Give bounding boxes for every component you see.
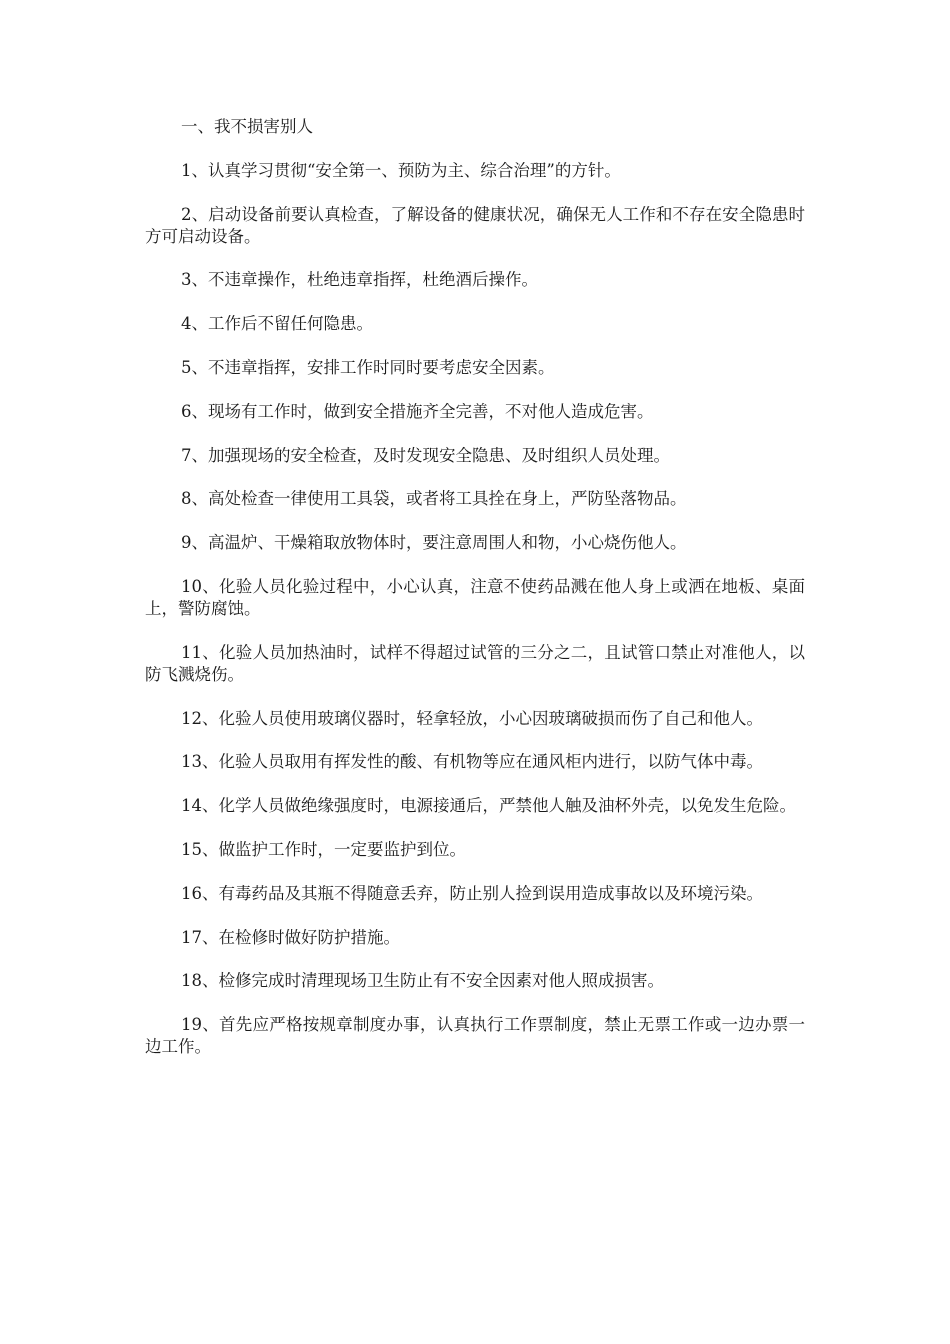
- list-item: 13、化验人员取用有挥发性的酸、有机物等应在通风柜内进行，以防气体中毒。: [181, 752, 763, 772]
- list-item: 3、不违章操作，杜绝违章指挥，杜绝酒后操作。: [181, 270, 538, 290]
- list-item: 8、高处检查一律使用工具袋，或者将工具拴在身上，严防坠落物品。: [181, 489, 687, 509]
- list-item: 10、化验人员化验过程中，小心认真，注意不使药品溅在他人身上或洒在地板、桌面上，警防腐蚀。: [145, 576, 805, 618]
- list-item: 14、化学人员做绝缘强度时，电源接通后，严禁他人触及油杯外壳，以免发生危险。: [181, 796, 796, 816]
- list-item: 11、化验人员加热油时，试样不得超过试管的三分之二，且试管口禁止对准他人，以防飞溅烧伤。: [145, 642, 805, 684]
- list-item: 4、工作后不留任何隐患。: [181, 314, 373, 334]
- list-item: 19、首先应严格按规章制度办事，认真执行工作票制度，禁止无票工作或一边办票一边工作。: [145, 1015, 805, 1057]
- list-item: 18、检修完成时清理现场卫生防止有不安全因素对他人照成损害。: [181, 971, 664, 991]
- list-item: 12、化验人员使用玻璃仪器时，轻拿轻放，小心因玻璃破损而伤了自己和他人。: [181, 708, 763, 728]
- list-item: 9、高温炉、干燥箱取放物体时，要注意周围人和物，小心烧伤他人。: [181, 533, 687, 553]
- list-item: 15、做监护工作时，一定要监护到位。: [181, 839, 466, 859]
- list-item: 6、现场有工作时，做到安全措施齐全完善，不对他人造成危害。: [181, 401, 654, 421]
- list-item: 7、加强现场的安全检查，及时发现安全隐患、及时组织人员处理。: [181, 445, 670, 465]
- section-heading: 一、我不损害别人: [181, 117, 313, 136]
- list-item: 5、不违章指挥，安排工作时同时要考虑安全因素。: [181, 357, 555, 377]
- list-item: 1、认真学习贯彻“安全第一、预防为主、综合治理”的方针。: [181, 160, 621, 180]
- list-item: 17、在检修时做好防护措施。: [181, 927, 400, 947]
- list-item: 2、启动设备前要认真检查，了解设备的健康状况，确保无人工作和不存在安全隐患时方可启动设备。: [145, 204, 805, 246]
- document-body: [145, 116, 805, 1080]
- list-item: 16、有毒药品及其瓶不得随意丢弃，防止别人捡到误用造成事故以及环境污染。: [181, 883, 763, 903]
